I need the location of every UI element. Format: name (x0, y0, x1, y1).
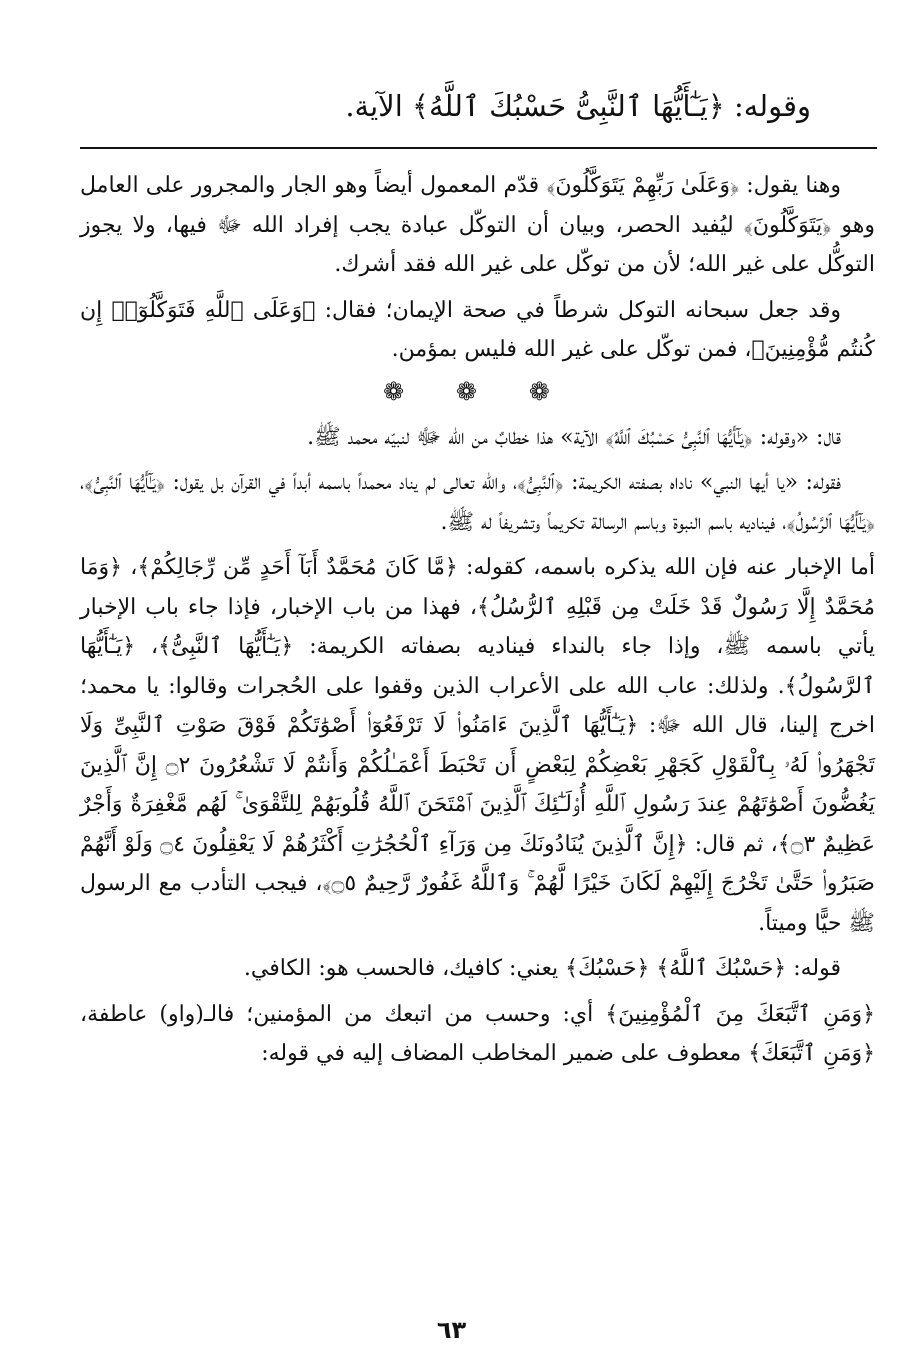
paragraph-4: فقوله: «يا أيها النبي» ناداه بصفته الكريمة: ﴿ٱلنَّبِىُّ﴾، والله تعالى لم يناد محمداً باسمه أبداً في القرآن بل يقول: ﴿يَـٰٓأَيُّهَا ٱلنَّبِىُّ﴾، ﴿يَـٰٓأَيُّهَا ٱلرَّسُولُ﴾، فيناديه باسم النبوة وباسم الرسالة تكريماً وتشريفاً له ﷺ. (80, 470, 875, 535)
page-body (80, 166, 875, 1074)
paragraph-2: وقد جعل سبحانه التوكل شرطاً في صحة الإيمان؛ فقال: ﴿وَعَلَى ٱللَّهِ فَتَوَكَّلُوٓا۟ إِن كُنتُم مُّؤْمِنِينَ﴾، فمن توكّل على غير الله فليس بمؤمن. (80, 297, 875, 362)
paragraph-5: أما الإخبار عنه فإن الله يذكره باسمه، كقوله: ﴿مَّا كَانَ مُحَمَّدٌ أَبَآ أَحَدٍ مِّن رِّجَالِكُمْ﴾، ﴿وَمَا مُحَمَّدٌ إِلَّا رَسُولٌ قَدْ خَلَتْ مِن قَبْلِهِ ٱلرُّسُلُ﴾، فهذا من باب الإخبار، فإذا جاء باب الإخبار يأتي باسمه ﷺ، وإذا جاء بالنداء فيناديه بصفاته الكريمة: ﴿يَـٰٓأَيُّهَا ٱلنَّبِىُّ﴾، ﴿يَـٰٓأَيُّهَا ٱلرَّسُولُ﴾. ولذلك: عاب الله على الأعراب الذين وقفوا على الحُجرات وقالوا: يا محمد؛ اخرج إلينا، قال الله ﷻ: ﴿يَـٰٓأَيُّهَا ٱلَّذِينَ ءَامَنُوا۟ لَا تَرْفَعُوٓا۟ أَصْوَٰتَكُمْ فَوْقَ صَوْتِ ٱلنَّبِىِّ وَلَا تَجْهَرُوا۟ لَهُۥ بِٱلْقَوْلِ كَجَهْرِ بَعْضِكُمْ لِبَعْضٍ أَن تَحْبَطَ أَعْمَـٰلُكُمْ وَأَنتُمْ لَا تَشْعُرُونَ ۝٢ إِنَّ ٱلَّذِينَ يَغُضُّونَ أَصْوَٰتَهُمْ عِندَ رَسُولِ ٱللَّهِ أُو۟لَـٰٓئِكَ ٱلَّذِينَ ٱمْتَحَنَ ٱللَّهُ قُلُوبَهُمْ لِلتَّقْوَىٰ ۚ لَهُم مَّغْفِرَةٌ وَأَجْرٌ عَظِيمٌ ۝٣﴾، ثم قال: ﴿إِنَّ ٱلَّذِينَ يُنَادُونَكَ مِن وَرَآءِ ٱلْحُجُرَٰتِ أَكْثَرُهُمْ لَا يَعْقِلُونَ ۝٤ وَلَوْ أَنَّهُمْ صَبَرُوا۟ حَتَّىٰ تَخْرُجَ إِلَيْهِمْ لَكَانَ خَيْرًا لَّهُمْ ۚ وَٱللَّهُ غَفُورٌ رَّحِيمٌ ۝٥﴾، فيجب التأدب مع الرسول ﷺ حيًّا وميتاً. (80, 555, 876, 936)
page-header: وقوله: ﴿يَـٰٓأَيُّهَا ٱلنَّبِىُّ حَسْبُكَ ٱللَّهُ﴾ الآية. (345, 89, 811, 123)
paragraph-6: قوله: ﴿حَسْبُكَ ٱللَّهُ﴾ ﴿حَسْبُكَ﴾ يعني: كافيك، فالحسب هو: الكافي. (243, 956, 841, 981)
header-rule (80, 147, 877, 149)
paragraph-1: وهنا يقول: ﴿وَعَلَىٰ رَبِّهِمْ يَتَوَكَّلُونَ﴾ قدّم المعمول أيضاً وهو الجار والمجرور على العامل وهو ﴿يَتَوَكَّلُونَ﴾ ليُفيد الحصر، وبيان أن التوكّل عبادة يجب إفراد الله ﷻ فيها، ولا يجوز التوكُّل على غير الله؛ لأن من توكّل على غير الله فقد أشرك. (80, 173, 875, 277)
page-number: ٦٣ (436, 1316, 467, 1344)
section-separator: ❁ ❁ ❁ (383, 376, 572, 406)
paragraph-3: قال: «وقوله: ﴿يَـٰٓأَيُّهَا ٱلنَّبِىُّ حَسْبُكَ ٱللَّهُ﴾ الآية» هذا خطابٌ من الله ﷻ لنبيّه محمد ﷺ. (307, 424, 841, 450)
paragraph-7: ﴿وَمَنِ ٱتَّبَعَكَ مِنَ ٱلْمُؤْمِنِينَ﴾ أي: وحسب من اتبعك من المؤمنين؛ فالـ(واو) عاطفة، ﴿وَمَنِ ٱتَّبَعَكَ﴾ معطوف على ضمير المخاطب المضاف إليه في قوله: (80, 1001, 875, 1066)
